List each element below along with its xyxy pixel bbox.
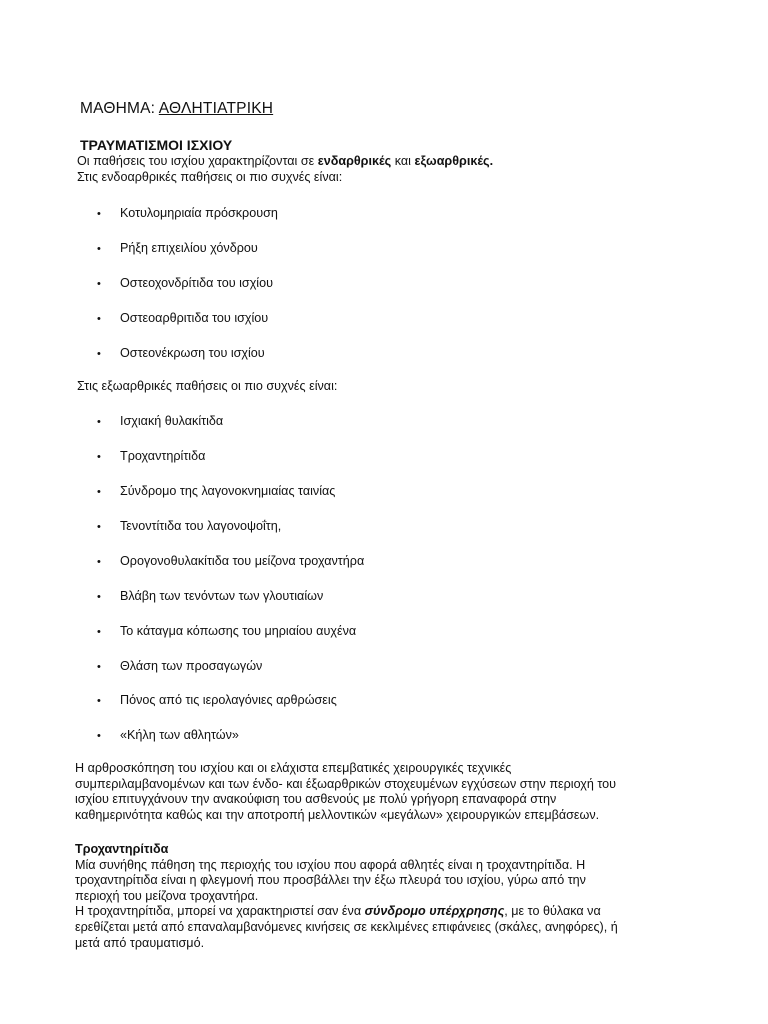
intro-line-1 xyxy=(77,154,493,170)
list-item-label: Τενοντίτιδα του λαγονοψοΐτη, xyxy=(120,519,282,533)
bullet-marker: • xyxy=(97,626,101,638)
paragraph-line: καθημερινότητα καθώς και την αποτροπή μελλοντικών «μεγάλων» χειρουργικών επεμβάσεων. xyxy=(75,807,600,822)
intro-text-and: και xyxy=(391,154,415,168)
arthroscopy-paragraph xyxy=(75,761,616,823)
intro-text: Οι παθήσεις του ισχίου χαρακτηρίζονται σε xyxy=(77,154,318,168)
paragraph-line: μετά από τραυματισμό. xyxy=(75,935,205,950)
bullet-marker: • xyxy=(97,521,101,533)
list-item xyxy=(97,241,258,257)
intro-line-2: Στις ενδοαρθρικές παθήσεις οι πιο συχνές είναι: xyxy=(77,170,343,184)
bullet-marker: • xyxy=(97,348,101,360)
section-heading: ΤΡΑΥΜΑΤΙΣΜΟΙ ΙΣΧΙΟΥ xyxy=(80,137,233,153)
subject-name: ΑΘΛΗΤΙΑΤΡΙΚΗ xyxy=(158,100,274,117)
extra-intro: Στις εξωαρθρικές παθήσεις οι πιο συχνές είναι: xyxy=(77,379,338,393)
list-item-label: «Κήλη των αθλητών» xyxy=(120,728,239,742)
bullet-marker: • xyxy=(97,313,101,325)
intro-bold-extra: εξωαρθρικές. xyxy=(414,154,494,168)
list-item-label: Ορογονοθυλακίτιδα του μείζονα τροχαντήρα xyxy=(120,554,365,568)
text-run: Η τροχαντηρίτιδα, μπορεί να χαρακτηριστεί σαν ένα xyxy=(75,904,365,919)
list-item-label: Πόνος από τις ιερολαγόνιες αρθρώσεις xyxy=(120,693,337,707)
text-run: , με το θύλακα να xyxy=(504,904,601,919)
paragraph-line: συμπεριλαμβανομένων και των ένδο- και έξωαρθρικών στοχευμένων εγχύσεων στην περιοχή του xyxy=(75,776,617,791)
list-item xyxy=(97,519,281,535)
list-item xyxy=(97,346,265,362)
list-item xyxy=(97,554,364,570)
subject-prefix: ΜΑΘΗΜΑ: xyxy=(80,100,159,117)
list-item xyxy=(97,484,335,500)
bullet-marker: • xyxy=(97,416,101,428)
bullet-marker: • xyxy=(97,556,101,568)
bullet-marker: • xyxy=(97,730,101,742)
list-item xyxy=(97,589,323,605)
paragraph-line: ερεθίζεται μετά από επαναλαμβανόμενες κινήσεις σε κεκλιμένες επιφάνειες (σκάλες, ανηφόρες), ή xyxy=(75,919,618,934)
list-item xyxy=(97,693,337,709)
bullet-marker: • xyxy=(97,243,101,255)
trochanteritis-title: Τροχαντηρίτιδα xyxy=(75,842,169,856)
paragraph-line: περιοχή του μείζονα τροχαντήρα. xyxy=(75,888,259,903)
list-item-label: Κοτυλομηριαία πρόσκρουση xyxy=(120,206,278,220)
subject-title xyxy=(80,100,273,118)
bullet-marker: • xyxy=(97,486,101,498)
list-item xyxy=(97,728,239,744)
overuse-syndrome-emphasis: σύνδρομο υπέρχρησης xyxy=(364,904,505,919)
list-item-label: Το κάταγμα κόπωσης του μηριαίου αυχένα xyxy=(120,624,357,638)
list-item xyxy=(97,311,268,327)
paragraph-line: Η αρθροσκόπηση του ισχίου και οι ελάχιστα επεμβατικές χειρουργικές τεχνικές xyxy=(75,761,512,775)
list-item xyxy=(97,414,223,430)
list-item-label: Ρήξη επιχειλίου χόνδρου xyxy=(120,241,258,255)
list-item-label: Σύνδρομο της λαγονοκνημιαίας ταινίας xyxy=(120,484,336,498)
list-item xyxy=(97,276,273,292)
trochanteritis-section xyxy=(75,842,618,951)
bullet-marker: • xyxy=(97,451,101,463)
list-item-label: Ισχιακή θυλακίτιδα xyxy=(120,414,224,428)
intro-bold-intra: ενδαρθρικές xyxy=(317,154,392,168)
paragraph-line xyxy=(75,904,618,920)
list-item-label: Οστεοχονδρίτιδα του ισχίου xyxy=(120,276,273,290)
list-item xyxy=(97,624,356,640)
paragraph-line: Μία συνήθης πάθηση της περιοχής του ισχίου που αφορά αθλητές είναι η τροχαντηρίτιδα. Η xyxy=(75,857,586,872)
list-item-label: Οστεονέκρωση του ισχίου xyxy=(120,346,265,360)
list-item-label: Οστεοαρθριτιδα του ισχίου xyxy=(120,311,269,325)
list-item-label: Βλάβη των τενόντων των γλουτιαίων xyxy=(120,589,324,603)
bullet-marker: • xyxy=(97,661,101,673)
list-item xyxy=(97,659,262,675)
list-item-label: Θλάση των προσαγωγών xyxy=(120,659,263,673)
bullet-marker: • xyxy=(97,278,101,290)
list-item xyxy=(97,449,205,465)
paragraph-line: ισχίου επιτυγχάνουν την ανακούφιση του ασθενούς με πολύ γρήγορη επαναφορά στην xyxy=(75,792,557,807)
list-item xyxy=(97,206,278,222)
list-item-label: Τροχαντηρίτιδα xyxy=(120,449,206,463)
bullet-marker: • xyxy=(97,208,101,220)
bullet-marker: • xyxy=(97,695,101,707)
paragraph-line: τροχαντηρίτιδα είναι η φλεγμονή που προσβάλλει την έξω πλευρά του ισχίου, γύρω από την xyxy=(75,873,586,888)
bullet-marker: • xyxy=(97,591,101,603)
